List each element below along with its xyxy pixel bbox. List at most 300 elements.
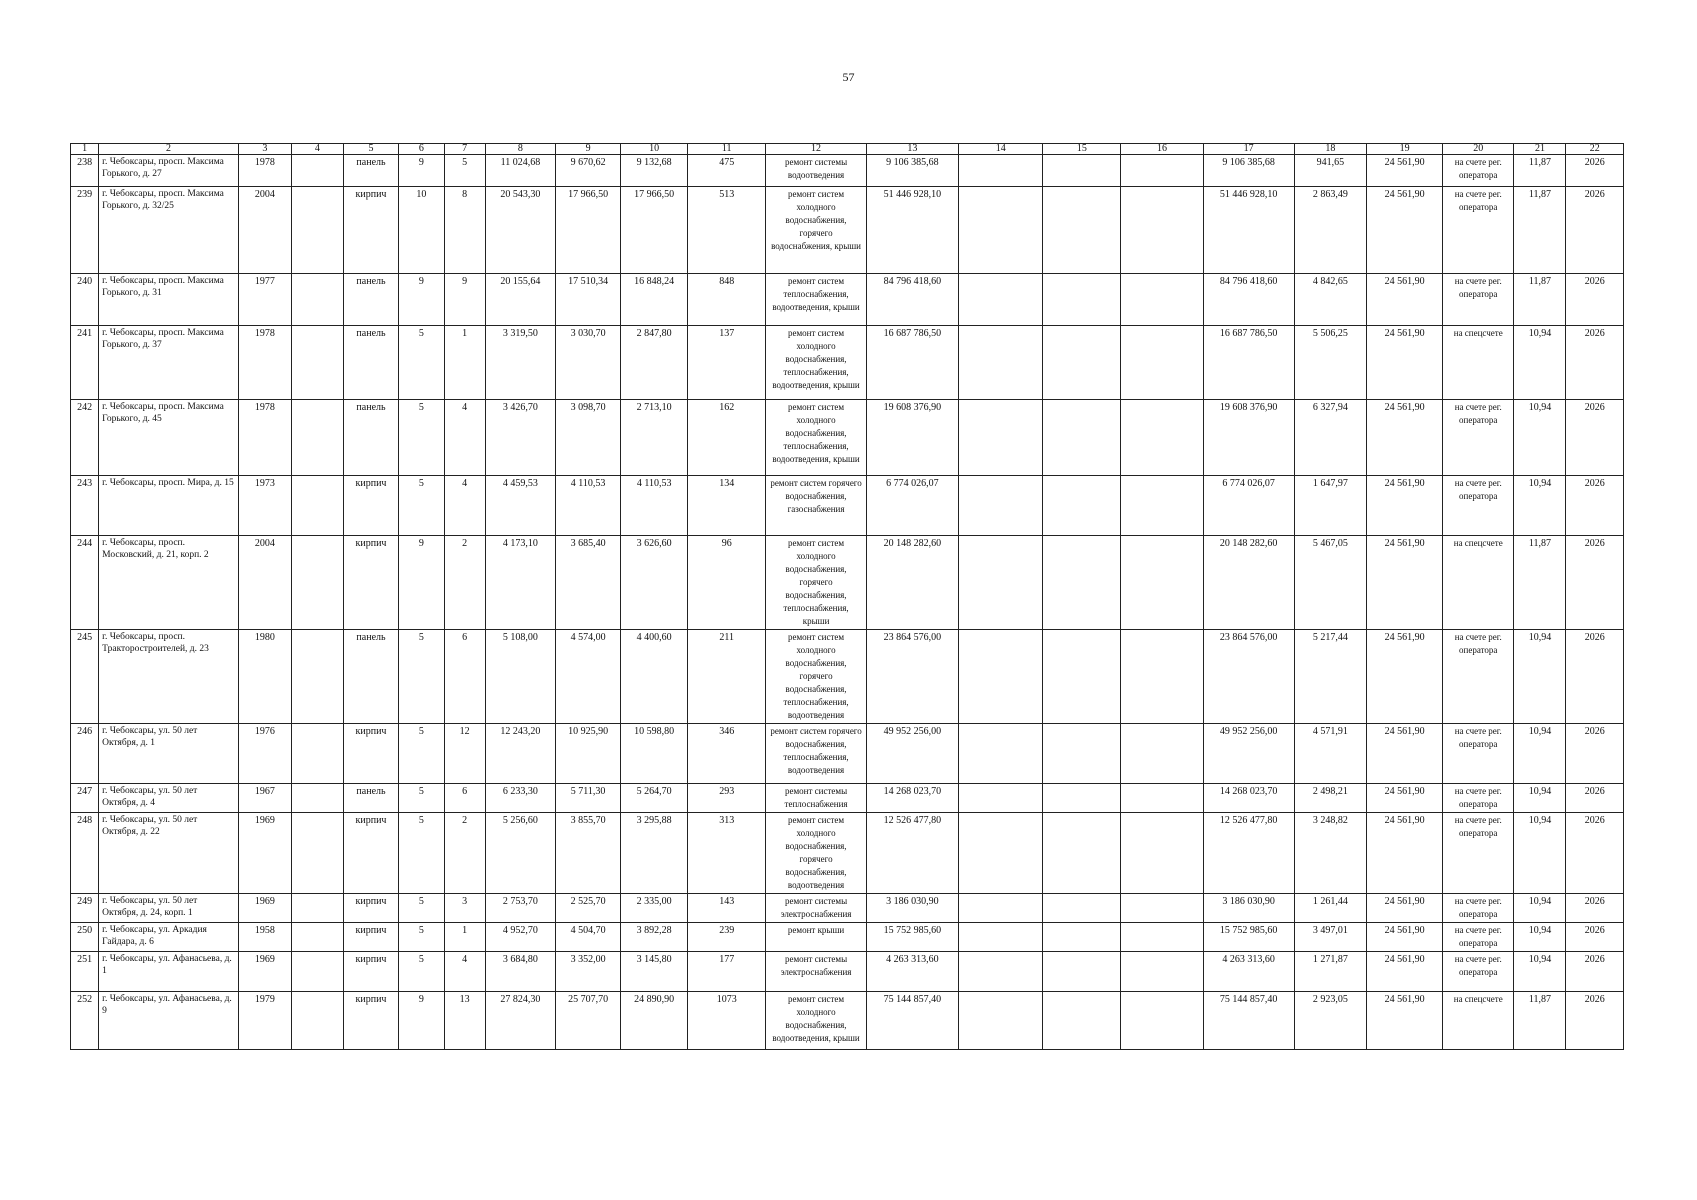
cell-c19: 24 561,90 — [1367, 894, 1443, 923]
cell-c15 — [1043, 400, 1121, 476]
cell-a8: 12 243,20 — [485, 724, 555, 784]
cell-c21: 10,94 — [1514, 630, 1566, 724]
cell-acct: на счете рег. оператора — [1443, 724, 1514, 784]
cell-mat: кирпич — [343, 952, 398, 992]
table-row — [71, 630, 1624, 724]
cell-acct: на счете рег. оператора — [1443, 952, 1514, 992]
cell-c18: 2 498,21 — [1294, 784, 1367, 813]
cell-a9: 2 525,70 — [556, 894, 621, 923]
cell-a10: 2 847,80 — [621, 326, 688, 400]
cell-fl: 5 — [399, 476, 444, 536]
cell-c16 — [1121, 187, 1203, 274]
table-row — [71, 155, 1624, 187]
cell-c15 — [1043, 630, 1121, 724]
cell-c21: 10,94 — [1514, 326, 1566, 400]
cell-c21: 10,94 — [1514, 724, 1566, 784]
cell-c16 — [1121, 894, 1203, 923]
column-number: 5 — [343, 144, 398, 155]
cell-mat: панель — [343, 784, 398, 813]
cell-c4 — [291, 274, 343, 326]
cell-c18: 1 647,97 — [1294, 476, 1367, 536]
cell-fl: 9 — [399, 536, 444, 630]
cell-fl: 5 — [399, 952, 444, 992]
cell-a8: 3 426,70 — [485, 400, 555, 476]
cell-en: 4 — [444, 476, 485, 536]
table-row — [71, 894, 1624, 923]
cell-c13: 14 268 023,70 — [866, 784, 958, 813]
cell-acct: на счете рег. оператора — [1443, 923, 1514, 952]
cell-c17: 16 687 786,50 — [1203, 326, 1294, 400]
cell-addr: г. Чебоксары, просп. Максима Горького, д. 45 — [99, 400, 239, 476]
cell-fl: 5 — [399, 923, 444, 952]
cell-c4 — [291, 155, 343, 187]
cell-a8: 20 155,64 — [485, 274, 555, 326]
cell-mat: кирпич — [343, 894, 398, 923]
cell-c13: 15 752 985,60 — [866, 923, 958, 952]
cell-c11: 513 — [688, 187, 766, 274]
cell-c11: 346 — [688, 724, 766, 784]
cell-c19: 24 561,90 — [1367, 400, 1443, 476]
cell-mat: панель — [343, 326, 398, 400]
cell-c13: 75 144 857,40 — [866, 992, 958, 1050]
cell-c16 — [1121, 155, 1203, 187]
cell-a9: 4 504,70 — [556, 923, 621, 952]
cell-c11: 1073 — [688, 992, 766, 1050]
cell-acct: на счете рег. оператора — [1443, 187, 1514, 274]
cell-c11: 134 — [688, 476, 766, 536]
column-number-row — [71, 144, 1624, 155]
cell-c16 — [1121, 952, 1203, 992]
column-number: 17 — [1203, 144, 1294, 155]
cell-mat: панель — [343, 274, 398, 326]
cell-a10: 4 110,53 — [621, 476, 688, 536]
cell-c15 — [1043, 155, 1121, 187]
column-number: 7 — [444, 144, 485, 155]
cell-a8: 4 173,10 — [485, 536, 555, 630]
cell-c14 — [958, 536, 1042, 630]
cell-mat: кирпич — [343, 813, 398, 894]
cell-a10: 24 890,90 — [621, 992, 688, 1050]
cell-addr: г. Чебоксары, просп. Тракторостроителей, д. 23 — [99, 630, 239, 724]
cell-a8: 2 753,70 — [485, 894, 555, 923]
cell-c4 — [291, 952, 343, 992]
cell-c14 — [958, 923, 1042, 952]
cell-fl: 5 — [399, 326, 444, 400]
cell-a8: 11 024,68 — [485, 155, 555, 187]
cell-addr: г. Чебоксары, ул. 50 лет Октября, д. 4 — [99, 784, 239, 813]
column-number: 14 — [958, 144, 1042, 155]
cell-c4 — [291, 187, 343, 274]
cell-c21: 11,87 — [1514, 187, 1566, 274]
cell-n: 246 — [71, 724, 99, 784]
column-number: 13 — [866, 144, 958, 155]
cell-n: 252 — [71, 992, 99, 1050]
cell-c17: 14 268 023,70 — [1203, 784, 1294, 813]
cell-c17: 19 608 376,90 — [1203, 400, 1294, 476]
cell-c11: 137 — [688, 326, 766, 400]
cell-work: ремонт систем теплоснабжения, водоотведения, крыши — [766, 274, 867, 326]
cell-c18: 941,65 — [1294, 155, 1367, 187]
cell-n: 250 — [71, 923, 99, 952]
cell-a8: 4 459,53 — [485, 476, 555, 536]
cell-c4 — [291, 992, 343, 1050]
cell-c16 — [1121, 813, 1203, 894]
cell-mat: кирпич — [343, 923, 398, 952]
cell-c14 — [958, 476, 1042, 536]
cell-year: 1969 — [238, 813, 291, 894]
table-row — [71, 992, 1624, 1050]
cell-a8: 6 233,30 — [485, 784, 555, 813]
cell-c16 — [1121, 784, 1203, 813]
cell-mat: кирпич — [343, 992, 398, 1050]
cell-c16 — [1121, 630, 1203, 724]
cell-work: ремонт систем холодного водоснабжения, горячего водоснабжения, теплоснабжения, крыши — [766, 536, 867, 630]
cell-c17: 15 752 985,60 — [1203, 923, 1294, 952]
cell-en: 1 — [444, 923, 485, 952]
cell-c4 — [291, 400, 343, 476]
cell-a10: 3 295,88 — [621, 813, 688, 894]
cell-c15 — [1043, 894, 1121, 923]
cell-a9: 4 110,53 — [556, 476, 621, 536]
cell-c18: 4 842,65 — [1294, 274, 1367, 326]
cell-acct: на спецсчете — [1443, 326, 1514, 400]
cell-c13: 49 952 256,00 — [866, 724, 958, 784]
cell-c11: 211 — [688, 630, 766, 724]
cell-c21: 10,94 — [1514, 952, 1566, 992]
cell-en: 13 — [444, 992, 485, 1050]
cell-a9: 9 670,62 — [556, 155, 621, 187]
cell-fl: 9 — [399, 274, 444, 326]
cell-c14 — [958, 187, 1042, 274]
cell-c14 — [958, 155, 1042, 187]
cell-c11: 239 — [688, 923, 766, 952]
table-row — [71, 784, 1624, 813]
cell-c11: 313 — [688, 813, 766, 894]
cell-year: 1969 — [238, 952, 291, 992]
cell-c4 — [291, 536, 343, 630]
column-number: 21 — [1514, 144, 1566, 155]
cell-acct: на счете рег. оператора — [1443, 476, 1514, 536]
cell-c22: 2026 — [1566, 784, 1624, 813]
page-number: 57 — [842, 70, 855, 84]
cell-c16 — [1121, 400, 1203, 476]
cell-acct: на счете рег. оператора — [1443, 630, 1514, 724]
table-row — [71, 813, 1624, 894]
cell-a9: 3 098,70 — [556, 400, 621, 476]
cell-a9: 5 711,30 — [556, 784, 621, 813]
cell-n: 240 — [71, 274, 99, 326]
cell-c22: 2026 — [1566, 992, 1624, 1050]
cell-c15 — [1043, 813, 1121, 894]
cell-mat: кирпич — [343, 476, 398, 536]
cell-c13: 20 148 282,60 — [866, 536, 958, 630]
cell-c15 — [1043, 724, 1121, 784]
cell-c4 — [291, 326, 343, 400]
table-row — [71, 274, 1624, 326]
cell-c13: 3 186 030,90 — [866, 894, 958, 923]
cell-c19: 24 561,90 — [1367, 923, 1443, 952]
cell-year: 1977 — [238, 274, 291, 326]
cell-c16 — [1121, 326, 1203, 400]
cell-acct: на счете рег. оператора — [1443, 155, 1514, 187]
cell-c18: 4 571,91 — [1294, 724, 1367, 784]
table-row — [71, 923, 1624, 952]
table-row — [71, 400, 1624, 476]
cell-c16 — [1121, 724, 1203, 784]
cell-en: 2 — [444, 813, 485, 894]
cell-a10: 3 892,28 — [621, 923, 688, 952]
cell-c22: 2026 — [1566, 923, 1624, 952]
column-number: 18 — [1294, 144, 1367, 155]
cell-c11: 848 — [688, 274, 766, 326]
cell-c18: 1 261,44 — [1294, 894, 1367, 923]
cell-a9: 10 925,90 — [556, 724, 621, 784]
cell-c17: 9 106 385,68 — [1203, 155, 1294, 187]
cell-c19: 24 561,90 — [1367, 630, 1443, 724]
cell-c4 — [291, 476, 343, 536]
cell-c19: 24 561,90 — [1367, 952, 1443, 992]
cell-work: ремонт систем горячего водоснабжения, теплоснабжения, водоотведения — [766, 724, 867, 784]
cell-c14 — [958, 813, 1042, 894]
table-row — [71, 476, 1624, 536]
cell-c18: 3 497,01 — [1294, 923, 1367, 952]
cell-year: 2004 — [238, 187, 291, 274]
cell-work: ремонт систем холодного водоснабжения, горячего водоснабжения, теплоснабжения, водоотведения — [766, 630, 867, 724]
column-number: 11 — [688, 144, 766, 155]
cell-fl: 9 — [399, 155, 444, 187]
cell-work: ремонт систем холодного водоснабжения, горячего водоснабжения, крыши — [766, 187, 867, 274]
cell-a9: 3 685,40 — [556, 536, 621, 630]
cell-c15 — [1043, 992, 1121, 1050]
cell-c22: 2026 — [1566, 476, 1624, 536]
cell-year: 1978 — [238, 400, 291, 476]
cell-c21: 11,87 — [1514, 536, 1566, 630]
column-number: 4 — [291, 144, 343, 155]
column-number: 16 — [1121, 144, 1203, 155]
cell-a10: 9 132,68 — [621, 155, 688, 187]
cell-en: 4 — [444, 400, 485, 476]
cell-mat: кирпич — [343, 187, 398, 274]
cell-a9: 3 855,70 — [556, 813, 621, 894]
cell-c18: 2 923,05 — [1294, 992, 1367, 1050]
cell-c19: 24 561,90 — [1367, 992, 1443, 1050]
cell-a8: 5 108,00 — [485, 630, 555, 724]
cell-acct: на спецсчете — [1443, 992, 1514, 1050]
cell-fl: 5 — [399, 724, 444, 784]
cell-c22: 2026 — [1566, 952, 1624, 992]
cell-a10: 10 598,80 — [621, 724, 688, 784]
cell-c22: 2026 — [1566, 630, 1624, 724]
cell-c22: 2026 — [1566, 187, 1624, 274]
column-number: 2 — [99, 144, 239, 155]
cell-c17: 51 446 928,10 — [1203, 187, 1294, 274]
cell-c17: 75 144 857,40 — [1203, 992, 1294, 1050]
cell-work: ремонт систем горячего водоснабжения, газоснабжения — [766, 476, 867, 536]
cell-a8: 3 319,50 — [485, 326, 555, 400]
cell-n: 239 — [71, 187, 99, 274]
cell-addr: г. Чебоксары, просп. Московский, д. 21, корп. 2 — [99, 536, 239, 630]
cell-acct: на счете рег. оператора — [1443, 784, 1514, 813]
cell-c14 — [958, 724, 1042, 784]
cell-year: 1980 — [238, 630, 291, 724]
cell-c21: 11,87 — [1514, 155, 1566, 187]
cell-acct: на спецсчете — [1443, 536, 1514, 630]
table-row — [71, 187, 1624, 274]
cell-n: 248 — [71, 813, 99, 894]
cell-c19: 24 561,90 — [1367, 274, 1443, 326]
cell-addr: г. Чебоксары, ул. 50 лет Октября, д. 24, корп. 1 — [99, 894, 239, 923]
cell-c16 — [1121, 536, 1203, 630]
cell-work: ремонт системы электроснабжения — [766, 894, 867, 923]
cell-a9: 25 707,70 — [556, 992, 621, 1050]
cell-c17: 6 774 026,07 — [1203, 476, 1294, 536]
cell-c22: 2026 — [1566, 894, 1624, 923]
cell-a10: 5 264,70 — [621, 784, 688, 813]
cell-en: 6 — [444, 630, 485, 724]
cell-addr: г. Чебоксары, просп. Максима Горького, д. 37 — [99, 326, 239, 400]
cell-c4 — [291, 630, 343, 724]
cell-c22: 2026 — [1566, 536, 1624, 630]
cell-addr: г. Чебоксары, ул. 50 лет Октября, д. 1 — [99, 724, 239, 784]
cell-year: 1979 — [238, 992, 291, 1050]
cell-mat: кирпич — [343, 536, 398, 630]
cell-c4 — [291, 923, 343, 952]
cell-c14 — [958, 992, 1042, 1050]
cell-fl: 10 — [399, 187, 444, 274]
cell-c17: 84 796 418,60 — [1203, 274, 1294, 326]
cell-addr: г. Чебоксары, просп. Мира, д. 15 — [99, 476, 239, 536]
cell-c21: 10,94 — [1514, 476, 1566, 536]
cell-c21: 10,94 — [1514, 923, 1566, 952]
cell-c21: 10,94 — [1514, 784, 1566, 813]
cell-addr: г. Чебоксары, ул. 50 лет Октября, д. 22 — [99, 813, 239, 894]
cell-n: 241 — [71, 326, 99, 400]
cell-a10: 2 335,00 — [621, 894, 688, 923]
cell-c22: 2026 — [1566, 400, 1624, 476]
cell-a9: 3 352,00 — [556, 952, 621, 992]
cell-addr: г. Чебоксары, просп. Максима Горького, д. 31 — [99, 274, 239, 326]
cell-n: 238 — [71, 155, 99, 187]
cell-en: 6 — [444, 784, 485, 813]
cell-mat: панель — [343, 400, 398, 476]
cell-c13: 51 446 928,10 — [866, 187, 958, 274]
cell-a8: 27 824,30 — [485, 992, 555, 1050]
cell-c14 — [958, 326, 1042, 400]
cell-year: 1976 — [238, 724, 291, 784]
cell-acct: на счете рег. оператора — [1443, 813, 1514, 894]
cell-c15 — [1043, 536, 1121, 630]
cell-c21: 10,94 — [1514, 813, 1566, 894]
cell-en: 2 — [444, 536, 485, 630]
cell-c21: 10,94 — [1514, 894, 1566, 923]
cell-a9: 3 030,70 — [556, 326, 621, 400]
cell-c19: 24 561,90 — [1367, 784, 1443, 813]
cell-c15 — [1043, 923, 1121, 952]
cell-c11: 143 — [688, 894, 766, 923]
cell-mat: кирпич — [343, 724, 398, 784]
cell-c19: 24 561,90 — [1367, 187, 1443, 274]
cell-c22: 2026 — [1566, 813, 1624, 894]
cell-c13: 12 526 477,80 — [866, 813, 958, 894]
cell-c18: 3 248,82 — [1294, 813, 1367, 894]
cell-c4 — [291, 784, 343, 813]
cell-c21: 10,94 — [1514, 400, 1566, 476]
column-number: 10 — [621, 144, 688, 155]
column-number: 12 — [766, 144, 867, 155]
cell-a10: 4 400,60 — [621, 630, 688, 724]
cell-c19: 24 561,90 — [1367, 155, 1443, 187]
cell-c11: 475 — [688, 155, 766, 187]
cell-c18: 5 506,25 — [1294, 326, 1367, 400]
cell-year: 1978 — [238, 155, 291, 187]
cell-en: 8 — [444, 187, 485, 274]
cell-n: 245 — [71, 630, 99, 724]
cell-work: ремонт систем холодного водоснабжения, теплоснабжения, водоотведения, крыши — [766, 400, 867, 476]
cell-addr: г. Чебоксары, ул. Аркадия Гайдара, д. 6 — [99, 923, 239, 952]
cell-en: 1 — [444, 326, 485, 400]
cell-c22: 2026 — [1566, 155, 1624, 187]
cell-c14 — [958, 274, 1042, 326]
cell-c19: 24 561,90 — [1367, 813, 1443, 894]
cell-c4 — [291, 724, 343, 784]
cell-a9: 17 510,34 — [556, 274, 621, 326]
cell-a9: 17 966,50 — [556, 187, 621, 274]
cell-c13: 4 263 313,60 — [866, 952, 958, 992]
cell-mat: панель — [343, 155, 398, 187]
cell-n: 251 — [71, 952, 99, 992]
cell-c17: 12 526 477,80 — [1203, 813, 1294, 894]
cell-c17: 20 148 282,60 — [1203, 536, 1294, 630]
cell-year: 1967 — [238, 784, 291, 813]
table-body — [71, 155, 1624, 1050]
cell-addr: г. Чебоксары, ул. Афанасьева, д. 1 — [99, 952, 239, 992]
column-number: 6 — [399, 144, 444, 155]
cell-c15 — [1043, 952, 1121, 992]
cell-addr: г. Чебоксары, ул. Афанасьева, д. 9 — [99, 992, 239, 1050]
cell-c13: 16 687 786,50 — [866, 326, 958, 400]
cell-c18: 2 863,49 — [1294, 187, 1367, 274]
cell-c19: 24 561,90 — [1367, 326, 1443, 400]
table-row — [71, 952, 1624, 992]
column-number: 9 — [556, 144, 621, 155]
cell-work: ремонт систем холодного водоснабжения, водоотведения, крыши — [766, 992, 867, 1050]
column-number: 15 — [1043, 144, 1121, 155]
cell-c18: 5 467,05 — [1294, 536, 1367, 630]
cell-c13: 84 796 418,60 — [866, 274, 958, 326]
cell-en: 5 — [444, 155, 485, 187]
cell-work: ремонт системы водоотведения — [766, 155, 867, 187]
cell-c21: 11,87 — [1514, 992, 1566, 1050]
cell-a10: 2 713,10 — [621, 400, 688, 476]
cell-c11: 96 — [688, 536, 766, 630]
cell-c14 — [958, 630, 1042, 724]
cell-addr: г. Чебоксары, просп. Максима Горького, д. 32/25 — [99, 187, 239, 274]
cell-a10: 17 966,50 — [621, 187, 688, 274]
column-number: 1 — [71, 144, 99, 155]
table-row — [71, 326, 1624, 400]
cell-c14 — [958, 784, 1042, 813]
cell-c22: 2026 — [1566, 274, 1624, 326]
cell-work: ремонт системы теплоснабжения — [766, 784, 867, 813]
cell-c16 — [1121, 476, 1203, 536]
cell-c15 — [1043, 476, 1121, 536]
cell-en: 3 — [444, 894, 485, 923]
cell-n: 249 — [71, 894, 99, 923]
cell-c15 — [1043, 187, 1121, 274]
cell-acct: на счете рег. оператора — [1443, 274, 1514, 326]
cell-c15 — [1043, 326, 1121, 400]
cell-a10: 3 626,60 — [621, 536, 688, 630]
